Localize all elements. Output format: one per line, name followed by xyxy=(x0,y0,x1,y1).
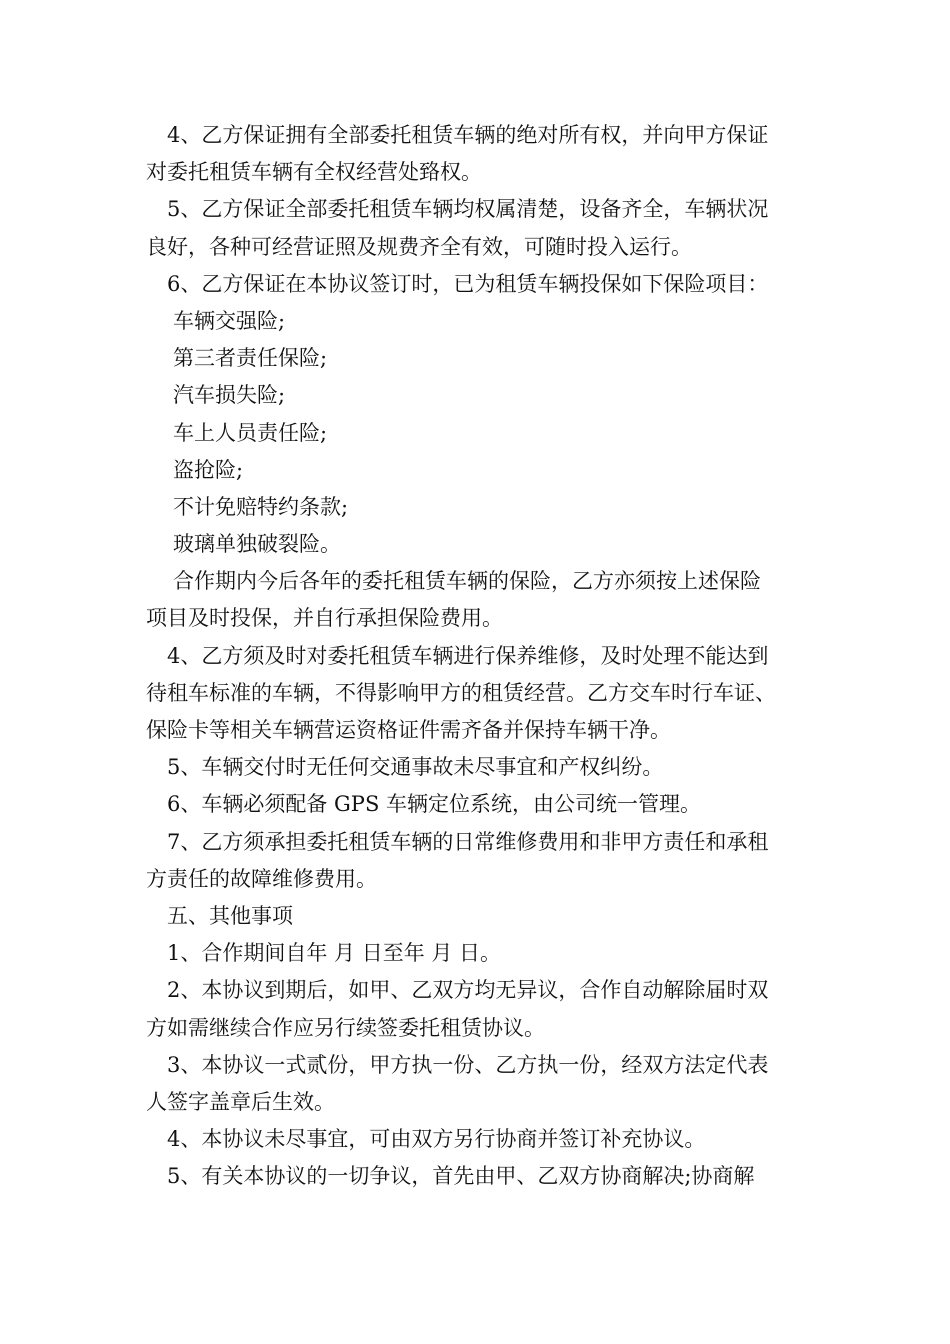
clause-5-title-line-1: 5、乙方保证全部委托租赁车辆均权属清楚，设备齐全，车辆状况 xyxy=(167,197,769,222)
insurance-item: 车上人员责任险; xyxy=(173,420,328,445)
other-clause-1-period: 1、合作期间自年 月 日至年 月 日。 xyxy=(167,941,502,966)
other-clause-2-line-1: 2、本协议到期后，如甲、乙双方均无异议，合作自动解除届时双 xyxy=(167,978,769,1003)
insurance-item: 盗抢险; xyxy=(173,457,244,482)
section-heading-other-matters: 五、其他事项 xyxy=(167,903,293,928)
insurance-future-line-2: 项目及时投保，并自行承担保险费用。 xyxy=(146,606,503,631)
document-page xyxy=(146,117,816,1195)
clause-7-repair-line-1: 7、乙方须承担委托租赁车辆的日常维修费用和非甲方责任和承租 xyxy=(167,829,769,854)
other-clause-4: 4、本协议未尽事宜，可由双方另行协商并签订补充协议。 xyxy=(167,1127,706,1152)
clause-4-maintenance-line-2: 待租车标准的车辆，不得影响甲方的租赁经营。乙方交车时行车证、 xyxy=(146,680,776,705)
other-clause-5-line-1: 5、有关本协议的一切争议，首先由甲、乙双方协商解决;协商解 xyxy=(167,1164,755,1189)
insurance-future-line-1: 合作期内今后各年的委托租赁车辆的保险，乙方亦须按上述保险 xyxy=(173,569,761,594)
clause-5-delivery: 5、车辆交付时无任何交通事故未尽事宜和产权纠纷。 xyxy=(167,755,664,780)
insurance-item: 第三者责任保险; xyxy=(173,346,328,371)
clause-4-maintenance-line-3: 保险卡等相关车辆营运资格证件需齐备并保持车辆干净。 xyxy=(146,718,671,742)
insurance-item: 车辆交强险; xyxy=(173,308,286,333)
clause-6-insurance-intro: 6、乙方保证在本协议签订时，已为租赁车辆投保如下保险项目： xyxy=(167,271,769,296)
clause-6-gps: 6、车辆必须配备 GPS 车辆定位系统，由公司统一管理。 xyxy=(167,792,702,817)
clause-5-title-line-2: 良好，各种可经营证照及规费齐全有效，可随时投入运行。 xyxy=(146,234,692,259)
other-clause-2-line-2: 方如需继续合作应另行续签委托租赁协议。 xyxy=(146,1015,545,1040)
clause-4-maintenance-line-1: 4、乙方须及时对委托租赁车辆进行保养维修，及时处理不能达到 xyxy=(167,643,769,668)
clause-7-repair-line-2: 方责任的故障维修费用。 xyxy=(146,866,377,891)
insurance-item: 汽车损失险; xyxy=(173,383,286,408)
clause-4-ownership-line-2: 对委托租赁车辆有全权经营处臵权。 xyxy=(146,160,482,185)
other-clause-3-line-2: 人签字盖章后生效。 xyxy=(146,1089,335,1114)
clause-4-ownership-line-1: 4、乙方保证拥有全部委托租赁车辆的绝对所有权，并向甲方保证 xyxy=(167,123,769,147)
insurance-item: 不计免赔特约条款; xyxy=(173,494,349,519)
other-clause-3-line-1: 3、本协议一式贰份，甲方执一份、乙方执一份，经双方法定代表 xyxy=(167,1052,769,1077)
insurance-item: 玻璃单独破裂险。 xyxy=(173,532,341,557)
